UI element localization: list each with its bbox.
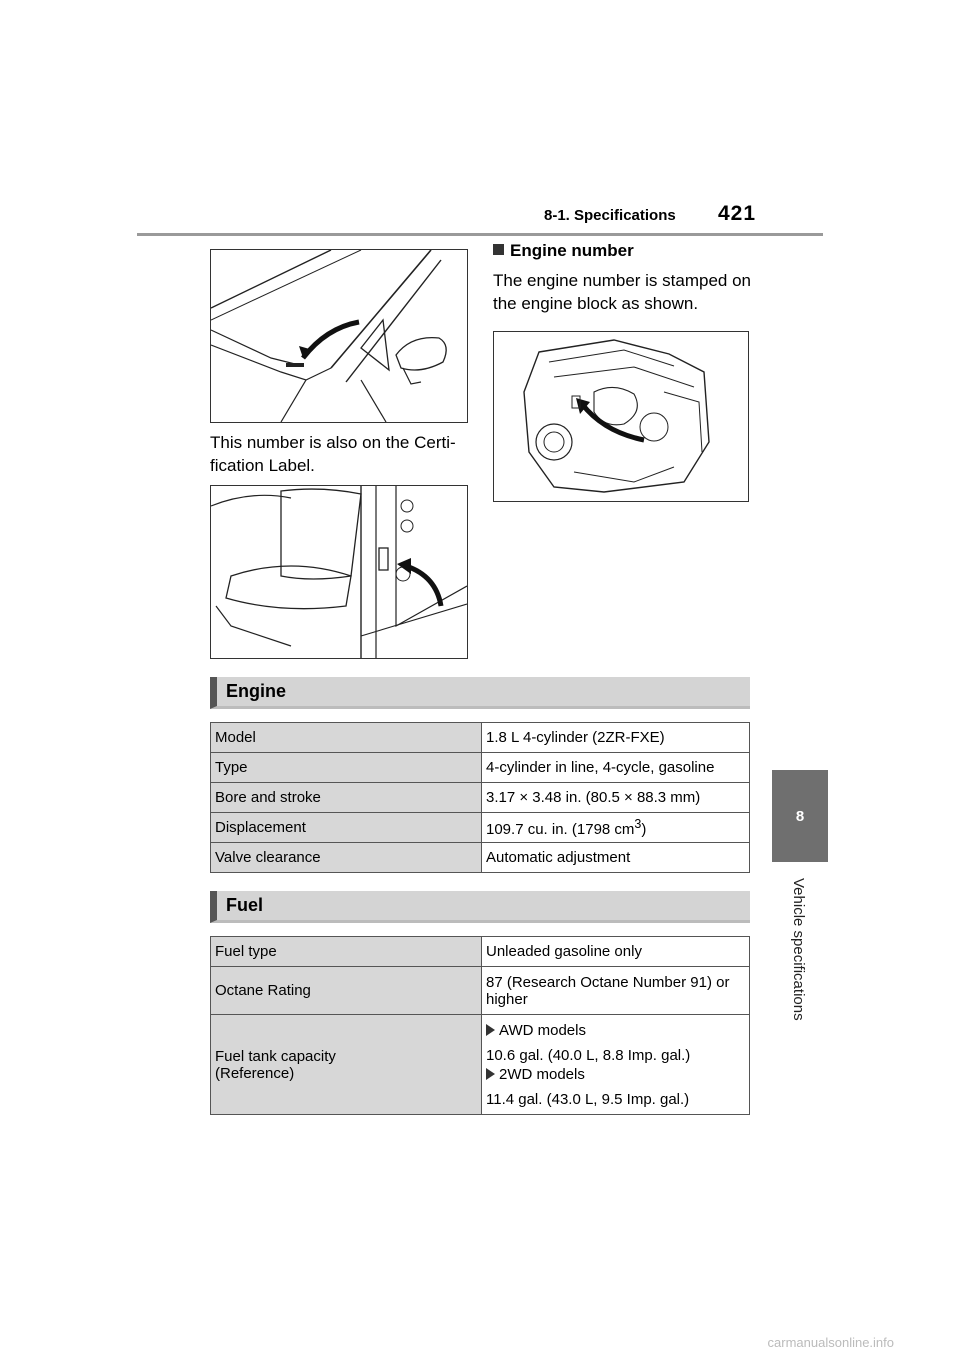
tank-key-line2: (Reference) (215, 1064, 295, 1082)
table-row (211, 723, 750, 753)
fuel-section-heading: Fuel (210, 891, 750, 923)
table-row (211, 967, 750, 1015)
spec-value (482, 813, 750, 843)
spec-key: Valve clearance (211, 843, 482, 873)
engine-number-description: The engine number is stamped on the engine block as shown. (493, 271, 751, 313)
bullet-square-icon (493, 244, 504, 255)
spec-value: 3.17 × 3.48 in. (80.5 × 88.3 mm) (482, 783, 750, 813)
spec-key (211, 1015, 482, 1115)
spec-key: Model (211, 723, 482, 753)
tank-key-line1: Fuel tank capacity (215, 1047, 336, 1065)
spec-value: 1.8 L 4-cylinder (2ZR-FXE) (482, 723, 750, 753)
table-row (211, 843, 750, 873)
displacement-superscript: 3 (634, 817, 642, 831)
engine-number-heading (493, 241, 634, 261)
spec-value: 4-cylinder in line, 4-cycle, gasoline (482, 753, 750, 783)
engine-block-illustration (493, 331, 749, 502)
spec-value: Automatic adjustment (482, 843, 750, 873)
chapter-number: 8 (795, 807, 805, 825)
table-row (211, 753, 750, 783)
engine-spec-table (210, 722, 750, 873)
engine-section-heading: Engine (210, 677, 750, 709)
chapter-tab[interactable] (772, 770, 828, 862)
twd-value: 11.4 gal. (43.0 L, 9.5 Imp. gal.) (486, 1090, 690, 1108)
displacement-value: 109.7 cu. in. (1798 cm (486, 821, 635, 838)
table-row (211, 937, 750, 967)
section-title: 8-1. Specifications (544, 207, 676, 224)
twd-label-text: 2WD models (499, 1065, 585, 1083)
table-row (211, 783, 750, 813)
triangle-bullet-icon (486, 1024, 495, 1036)
chapter-label: Vehicle specifications (790, 878, 807, 1021)
fuel-spec-table (210, 936, 750, 1115)
displacement-value-end: ) (641, 821, 647, 838)
door-pillar-label-illustration (210, 485, 468, 659)
table-row (211, 813, 750, 843)
spec-value (482, 1015, 750, 1115)
awd-value: 10.6 gal. (40.0 L, 8.8 Imp. gal.) (486, 1046, 691, 1064)
twd-label (486, 1066, 745, 1083)
engine-number-heading-text: Engine number (510, 241, 634, 260)
spec-key: Octane Rating (211, 967, 482, 1015)
spec-key: Fuel type (211, 937, 482, 967)
spec-value: 87 (Research Octane Number 91) or higher (482, 967, 750, 1015)
windshield-vin-illustration (210, 249, 468, 423)
table-row (211, 1015, 750, 1115)
page-number: 421 (718, 202, 757, 225)
awd-label (486, 1022, 745, 1039)
spec-key: Bore and stroke (211, 783, 482, 813)
header-divider (137, 233, 823, 236)
watermark-site: carmanualsonline.info (767, 1335, 894, 1350)
spec-key: Type (211, 753, 482, 783)
spec-key: Displacement (211, 813, 482, 843)
awd-label-text: AWD models (499, 1021, 586, 1039)
triangle-bullet-icon (486, 1068, 495, 1080)
spec-value: Unleaded gasoline only (482, 937, 750, 967)
certification-note: This number is also on the Certi-fication Label. (210, 433, 456, 475)
